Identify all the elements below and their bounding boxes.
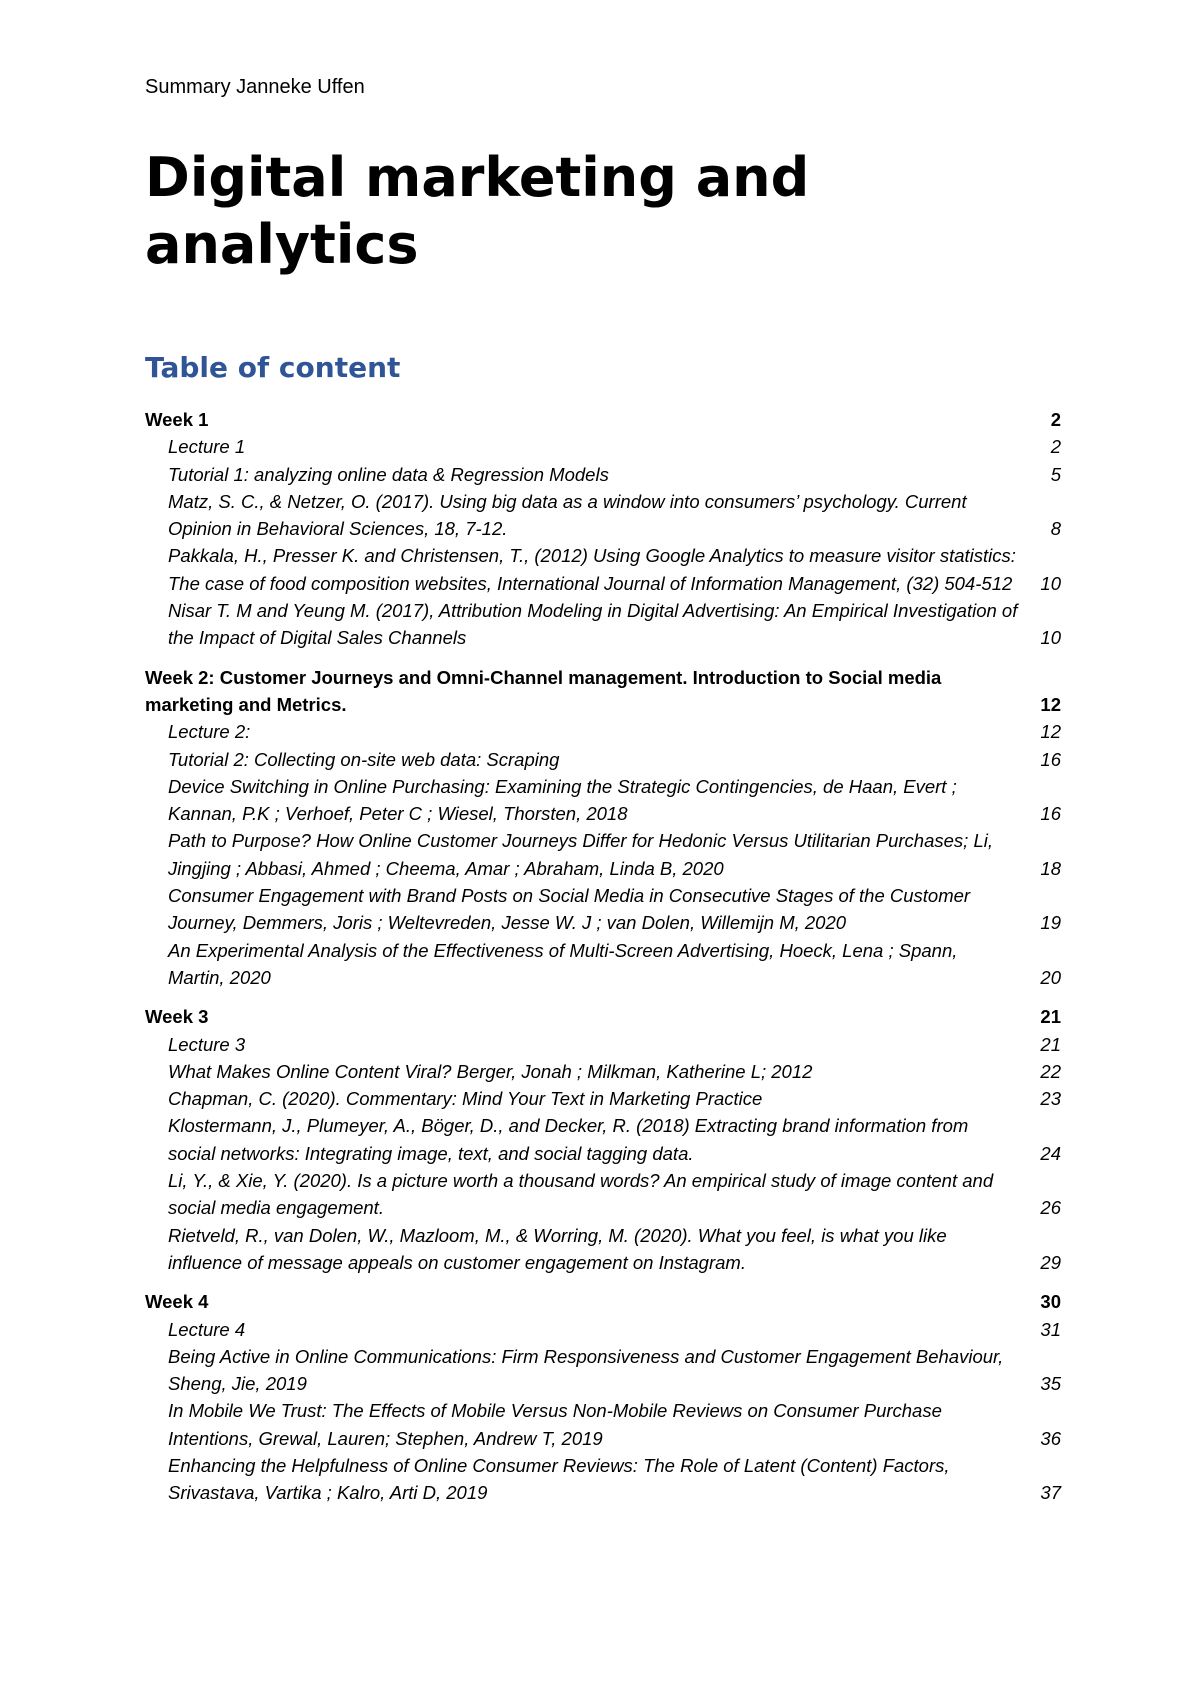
toc-entry-page: 36 (1040, 1427, 1061, 1449)
toc-entry-text: Path to Purpose? How Online Customer Journeys Differ for Hedonic Versus Utilitarian Purchases; Li, Jingjing ; Abbasi, Ahmed ; Cheema, Amar ; Abraham, Linda B, 2020 (168, 830, 993, 879)
toc-entry-page: 26 (1040, 1197, 1061, 1219)
toc-sub-entry[interactable] (145, 773, 1061, 828)
toc-entry-text: An Experimental Analysis of the Effectiveness of Multi-Screen Advertising, Hoeck, Lena ; Spann, Martin, 2020 (168, 939, 958, 988)
toc-entry-text: Nisar T. M and Yeung M. (2017), Attribution Modeling in Digital Advertising: An Empirical Investigation of the Impact of Digital Sales Channels (168, 600, 1018, 649)
toc-sub-entry[interactable] (145, 597, 1061, 652)
toc-heading: Table of content (145, 351, 401, 384)
toc-sub-entry[interactable] (145, 882, 1061, 937)
toc-sub-entry[interactable] (145, 1316, 1061, 1343)
toc-entry-text: Lecture 4 (168, 1318, 246, 1340)
toc-sub-entry[interactable] (145, 1112, 1061, 1167)
toc-entry-page: 2 (1050, 436, 1061, 458)
toc-entry-text: Week 4 (145, 1291, 209, 1313)
toc-entry-page: 35 (1040, 1373, 1061, 1395)
toc-entry-text: Tutorial 2: Collecting on-site web data: Scraping (168, 748, 560, 770)
toc-sub-entry[interactable] (145, 1222, 1061, 1277)
toc-entry-text: In Mobile We Trust: The Effects of Mobile Versus Non-Mobile Reviews on Consumer Purchase Intentions, Grewal, Lauren; Stephen, Andrew T, 2019 (168, 1400, 942, 1449)
toc-entry-text: Chapman, C. (2020). Commentary: Mind Your Text in Marketing Practice (168, 1088, 763, 1110)
toc-entry-page: 22 (1040, 1060, 1061, 1082)
toc-sub-entry[interactable] (145, 1085, 1061, 1112)
toc-entry-text: Lecture 2: (168, 721, 251, 743)
toc-week-1 (145, 406, 1061, 652)
toc-entry-text: Lecture 3 (168, 1033, 246, 1055)
toc-week-entry[interactable] (145, 406, 1061, 433)
toc-entry-page: 12 (1040, 721, 1061, 743)
toc-sub-entry[interactable] (145, 718, 1061, 745)
toc-entry-page: 18 (1040, 857, 1061, 879)
toc-week-3 (145, 1003, 1061, 1276)
toc-entry-page: 37 (1040, 1482, 1061, 1504)
toc-entry-page: 21 (1040, 1006, 1061, 1028)
toc-sub-entry[interactable] (145, 1167, 1061, 1222)
toc-entry-text: Tutorial 1: analyzing online data & Regression Models (168, 463, 609, 485)
toc-entry-page: 21 (1040, 1033, 1061, 1055)
toc-entry-page: 12 (1040, 693, 1061, 715)
toc-week-entry[interactable] (145, 1003, 1061, 1030)
toc-entry-text: Klostermann, J., Plumeyer, A., Böger, D., and Decker, R. (2018) Extracting brand information from social networks: Integrating image, text, and social tagging data. (168, 1115, 969, 1164)
toc-entry-page: 2 (1050, 409, 1061, 430)
toc-entry-page: 24 (1040, 1142, 1061, 1164)
toc-sub-entry[interactable] (145, 461, 1061, 488)
toc-entry-page: 10 (1040, 627, 1061, 649)
toc-sub-entry[interactable] (145, 1397, 1061, 1452)
table-of-contents (145, 406, 1061, 1519)
toc-entry-page: 16 (1040, 748, 1061, 770)
toc-entry-page: 19 (1040, 912, 1061, 934)
toc-week-2 (145, 664, 1061, 992)
toc-sub-entry[interactable] (145, 746, 1061, 773)
toc-entry-text: What Makes Online Content Viral? Berger, Jonah ; Milkman, Katherine L; 2012 (168, 1060, 813, 1082)
toc-entry-text: Week 1 (145, 409, 209, 430)
toc-week-entry[interactable] (145, 664, 1061, 719)
toc-entry-text: Being Active in Online Communications: Firm Responsiveness and Customer Engagement Behaviour, Sheng, Jie, 2019 (168, 1345, 1004, 1395)
toc-entry-page: 30 (1040, 1291, 1061, 1313)
toc-entry-page: 8 (1050, 518, 1061, 540)
toc-entry-text: Enhancing the Helpfulness of Online Consumer Reviews: The Role of Latent (Content) Factors, Srivastava, Vartika ; Kalro, Arti D, 2019 (168, 1454, 950, 1504)
toc-entry-text: Consumer Engagement with Brand Posts on Social Media in Consecutive Stages of the Customer Journey, Demmers, Joris ; Weltevreden, Jesse W. J ; van Dolen, Willemijn M, 2020 (168, 885, 971, 934)
toc-sub-entry[interactable] (145, 542, 1061, 597)
toc-entry-text: Week 3 (145, 1006, 209, 1028)
toc-entry-text: Rietveld, R., van Dolen, W., Mazloom, M., & Worring, M. (2020). What you feel, is what you like influence of message appeals on customer engagement on Instagram. (168, 1224, 947, 1273)
toc-sub-entry[interactable] (145, 827, 1061, 882)
toc-entry-page: 23 (1040, 1088, 1061, 1110)
toc-entry-page: 16 (1040, 803, 1061, 825)
toc-sub-entry[interactable] (145, 1343, 1061, 1398)
toc-entry-text: Pakkala, H., Presser K. and Christensen, T., (2012) Using Google Analytics to measure visitor statistics: The case of food composition websites, International Journal of Information Management, (32) 504-512 (168, 545, 1016, 594)
toc-week-entry[interactable] (145, 1288, 1061, 1315)
document-title: Digital marketing and analytics (145, 146, 810, 276)
toc-entry-page: 10 (1040, 572, 1061, 594)
toc-entry-text: Device Switching in Online Purchasing: Examining the Strategic Contingencies, de Haan, Evert ; Kannan, P.K ; Verhoef, Peter C ; Wiesel, Thorsten, 2018 (168, 775, 957, 825)
author-line: Summary Janneke Uffen (145, 76, 365, 98)
toc-sub-entry[interactable] (145, 1452, 1061, 1507)
toc-sub-entry[interactable] (145, 1031, 1061, 1058)
toc-entry-text: Week 2: Customer Journeys and Omni-Channel management. Introduction to Social media marketing and Metrics. (145, 666, 942, 715)
toc-sub-entry[interactable] (145, 488, 1061, 543)
toc-entry-page: 29 (1040, 1251, 1061, 1273)
toc-week-4 (145, 1288, 1061, 1506)
toc-sub-entry[interactable] (145, 937, 1061, 992)
toc-entry-page: 5 (1050, 463, 1061, 485)
toc-entry-text: Matz, S. C., & Netzer, O. (2017). Using big data as a window into consumers’ psychology. Current Opinion in Behavioral Sciences, 18, 7-12. (168, 490, 967, 540)
toc-sub-entry[interactable] (145, 433, 1061, 460)
toc-entry-text: Li, Y., & Xie, Y. (2020). Is a picture worth a thousand words? An empirical study of image content and social media engagement. (168, 1170, 994, 1219)
toc-entry-text: Lecture 1 (168, 436, 246, 458)
toc-sub-entry[interactable] (145, 1058, 1061, 1085)
toc-entry-page: 20 (1040, 966, 1061, 988)
toc-entry-page: 31 (1040, 1318, 1061, 1340)
